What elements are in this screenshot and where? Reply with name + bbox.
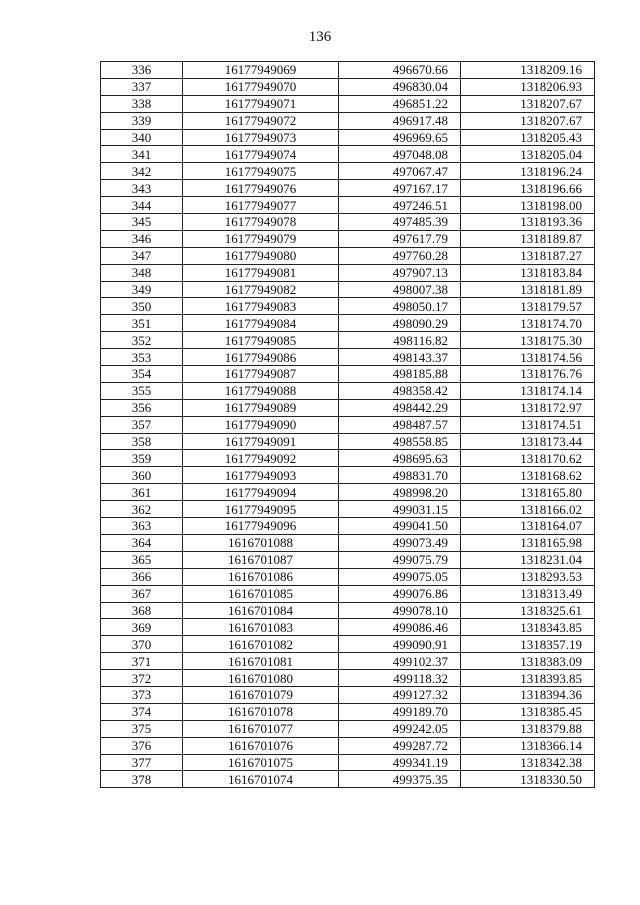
x-coordinate-cell: 499076.86 <box>339 585 461 602</box>
row-number-cell: 370 <box>101 636 183 653</box>
table-row <box>101 214 595 231</box>
row-number-cell: 348 <box>101 264 183 281</box>
y-coordinate-cell: 1318393.85 <box>461 670 595 687</box>
x-coordinate-cell: 499075.05 <box>339 568 461 585</box>
y-coordinate-cell: 1318330.50 <box>461 771 595 788</box>
row-number-cell: 366 <box>101 568 183 585</box>
point-id-cell: 16177949084 <box>183 315 339 332</box>
x-coordinate-cell: 498007.38 <box>339 281 461 298</box>
y-coordinate-cell: 1318164.07 <box>461 518 595 535</box>
y-coordinate-cell: 1318383.09 <box>461 653 595 670</box>
point-id-cell: 16177949091 <box>183 433 339 450</box>
point-id-cell: 16177949081 <box>183 264 339 281</box>
table-row <box>101 78 595 95</box>
y-coordinate-cell: 1318183.84 <box>461 264 595 281</box>
table-row <box>101 602 595 619</box>
y-coordinate-cell: 1318193.36 <box>461 214 595 231</box>
row-number-cell: 349 <box>101 281 183 298</box>
table-row <box>101 484 595 501</box>
point-id-cell: 1616701075 <box>183 754 339 771</box>
row-number-cell: 377 <box>101 754 183 771</box>
row-number-cell: 344 <box>101 197 183 214</box>
row-number-cell: 363 <box>101 518 183 535</box>
point-id-cell: 16177949082 <box>183 281 339 298</box>
table-row <box>101 197 595 214</box>
x-coordinate-cell: 498695.63 <box>339 450 461 467</box>
x-coordinate-cell: 497617.79 <box>339 230 461 247</box>
x-coordinate-cell: 498090.29 <box>339 315 461 332</box>
point-id-cell: 16177949083 <box>183 298 339 315</box>
page-number: 136 <box>308 29 332 45</box>
y-coordinate-cell: 1318206.93 <box>461 78 595 95</box>
x-coordinate-cell: 496830.04 <box>339 78 461 95</box>
point-id-cell: 16177949085 <box>183 332 339 349</box>
table-row <box>101 382 595 399</box>
point-id-cell: 16177949092 <box>183 450 339 467</box>
y-coordinate-cell: 1318174.56 <box>461 349 595 366</box>
row-number-cell: 354 <box>101 366 183 383</box>
x-coordinate-cell: 497048.08 <box>339 146 461 163</box>
y-coordinate-cell: 1318174.51 <box>461 416 595 433</box>
row-number-cell: 359 <box>101 450 183 467</box>
coordinates-table <box>100 61 595 788</box>
y-coordinate-cell: 1318173.44 <box>461 433 595 450</box>
table-row <box>101 62 595 79</box>
table-row <box>101 95 595 112</box>
row-number-cell: 378 <box>101 771 183 788</box>
y-coordinate-cell: 1318394.36 <box>461 686 595 703</box>
y-coordinate-cell: 1318176.76 <box>461 366 595 383</box>
point-id-cell: 1616701086 <box>183 568 339 585</box>
table-row <box>101 670 595 687</box>
point-id-cell: 16177949072 <box>183 112 339 129</box>
row-number-cell: 347 <box>101 247 183 264</box>
row-number-cell: 373 <box>101 686 183 703</box>
table-row <box>101 585 595 602</box>
point-id-cell: 1616701074 <box>183 771 339 788</box>
y-coordinate-cell: 1318205.43 <box>461 129 595 146</box>
x-coordinate-cell: 496969.65 <box>339 129 461 146</box>
row-number-cell: 372 <box>101 670 183 687</box>
table-row <box>101 332 595 349</box>
x-coordinate-cell: 498558.85 <box>339 433 461 450</box>
row-number-cell: 339 <box>101 112 183 129</box>
x-coordinate-cell: 497907.13 <box>339 264 461 281</box>
table-row <box>101 754 595 771</box>
table-row <box>101 771 595 788</box>
row-number-cell: 369 <box>101 619 183 636</box>
y-coordinate-cell: 1318196.24 <box>461 163 595 180</box>
row-number-cell: 343 <box>101 180 183 197</box>
y-coordinate-cell: 1318166.02 <box>461 501 595 518</box>
table-row <box>101 433 595 450</box>
x-coordinate-cell: 496917.48 <box>339 112 461 129</box>
x-coordinate-cell: 498050.17 <box>339 298 461 315</box>
y-coordinate-cell: 1318174.70 <box>461 315 595 332</box>
row-number-cell: 355 <box>101 382 183 399</box>
row-number-cell: 353 <box>101 349 183 366</box>
point-id-cell: 1616701081 <box>183 653 339 670</box>
table-row <box>101 416 595 433</box>
x-coordinate-cell: 499375.35 <box>339 771 461 788</box>
coordinates-table-body <box>101 62 595 788</box>
point-id-cell: 1616701088 <box>183 534 339 551</box>
y-coordinate-cell: 1318189.87 <box>461 230 595 247</box>
row-number-cell: 351 <box>101 315 183 332</box>
point-id-cell: 16177949095 <box>183 501 339 518</box>
y-coordinate-cell: 1318165.98 <box>461 534 595 551</box>
table-row <box>101 247 595 264</box>
point-id-cell: 1616701084 <box>183 602 339 619</box>
x-coordinate-cell: 499341.19 <box>339 754 461 771</box>
y-coordinate-cell: 1318187.27 <box>461 247 595 264</box>
x-coordinate-cell: 497485.39 <box>339 214 461 231</box>
point-id-cell: 16177949077 <box>183 197 339 214</box>
row-number-cell: 371 <box>101 653 183 670</box>
y-coordinate-cell: 1318205.04 <box>461 146 595 163</box>
row-number-cell: 361 <box>101 484 183 501</box>
y-coordinate-cell: 1318181.89 <box>461 281 595 298</box>
x-coordinate-cell: 497760.28 <box>339 247 461 264</box>
y-coordinate-cell: 1318366.14 <box>461 737 595 754</box>
point-id-cell: 16177949087 <box>183 366 339 383</box>
x-coordinate-cell: 498116.82 <box>339 332 461 349</box>
x-coordinate-cell: 498185.88 <box>339 366 461 383</box>
table-row <box>101 518 595 535</box>
table-row <box>101 230 595 247</box>
row-number-cell: 336 <box>101 62 183 79</box>
row-number-cell: 338 <box>101 95 183 112</box>
y-coordinate-cell: 1318174.14 <box>461 382 595 399</box>
x-coordinate-cell: 498998.20 <box>339 484 461 501</box>
x-coordinate-cell: 499118.32 <box>339 670 461 687</box>
point-id-cell: 1616701085 <box>183 585 339 602</box>
row-number-cell: 362 <box>101 501 183 518</box>
point-id-cell: 16177949076 <box>183 180 339 197</box>
y-coordinate-cell: 1318198.00 <box>461 197 595 214</box>
y-coordinate-cell: 1318175.30 <box>461 332 595 349</box>
y-coordinate-cell: 1318165.80 <box>461 484 595 501</box>
point-id-cell: 1616701087 <box>183 551 339 568</box>
x-coordinate-cell: 498143.37 <box>339 349 461 366</box>
table-row <box>101 686 595 703</box>
x-coordinate-cell: 497246.51 <box>339 197 461 214</box>
point-id-cell: 16177949089 <box>183 399 339 416</box>
table-row <box>101 180 595 197</box>
point-id-cell: 16177949088 <box>183 382 339 399</box>
table-row <box>101 534 595 551</box>
point-id-cell: 1616701078 <box>183 703 339 720</box>
x-coordinate-cell: 498358.42 <box>339 382 461 399</box>
x-coordinate-cell: 499090.91 <box>339 636 461 653</box>
x-coordinate-cell: 499041.50 <box>339 518 461 535</box>
point-id-cell: 16177949080 <box>183 247 339 264</box>
point-id-cell: 16177949096 <box>183 518 339 535</box>
x-coordinate-cell: 496851.22 <box>339 95 461 112</box>
y-coordinate-cell: 1318343.85 <box>461 619 595 636</box>
point-id-cell: 16177949078 <box>183 214 339 231</box>
x-coordinate-cell: 498442.29 <box>339 399 461 416</box>
x-coordinate-cell: 499078.10 <box>339 602 461 619</box>
point-id-cell: 1616701083 <box>183 619 339 636</box>
y-coordinate-cell: 1318357.19 <box>461 636 595 653</box>
row-number-cell: 375 <box>101 720 183 737</box>
point-id-cell: 16177949075 <box>183 163 339 180</box>
table-row <box>101 636 595 653</box>
table-row <box>101 619 595 636</box>
table-row <box>101 366 595 383</box>
x-coordinate-cell: 499031.15 <box>339 501 461 518</box>
table-row <box>101 720 595 737</box>
point-id-cell: 16177949074 <box>183 146 339 163</box>
point-id-cell: 16177949071 <box>183 95 339 112</box>
row-number-cell: 345 <box>101 214 183 231</box>
x-coordinate-cell: 498487.57 <box>339 416 461 433</box>
point-id-cell: 1616701080 <box>183 670 339 687</box>
row-number-cell: 346 <box>101 230 183 247</box>
row-number-cell: 342 <box>101 163 183 180</box>
table-row <box>101 298 595 315</box>
y-coordinate-cell: 1318313.49 <box>461 585 595 602</box>
x-coordinate-cell: 499075.79 <box>339 551 461 568</box>
y-coordinate-cell: 1318168.62 <box>461 467 595 484</box>
table-row <box>101 501 595 518</box>
row-number-cell: 368 <box>101 602 183 619</box>
row-number-cell: 367 <box>101 585 183 602</box>
x-coordinate-cell: 497067.47 <box>339 163 461 180</box>
point-id-cell: 16177949094 <box>183 484 339 501</box>
x-coordinate-cell: 499242.05 <box>339 720 461 737</box>
point-id-cell: 1616701079 <box>183 686 339 703</box>
table-row <box>101 163 595 180</box>
x-coordinate-cell: 499086.46 <box>339 619 461 636</box>
point-id-cell: 16177949086 <box>183 349 339 366</box>
row-number-cell: 360 <box>101 467 183 484</box>
point-id-cell: 16177949073 <box>183 129 339 146</box>
row-number-cell: 374 <box>101 703 183 720</box>
x-coordinate-cell: 499073.49 <box>339 534 461 551</box>
y-coordinate-cell: 1318209.16 <box>461 62 595 79</box>
x-coordinate-cell: 499102.37 <box>339 653 461 670</box>
y-coordinate-cell: 1318196.66 <box>461 180 595 197</box>
point-id-cell: 16177949069 <box>183 62 339 79</box>
row-number-cell: 376 <box>101 737 183 754</box>
point-id-cell: 16177949079 <box>183 230 339 247</box>
table-row <box>101 112 595 129</box>
y-coordinate-cell: 1318179.57 <box>461 298 595 315</box>
row-number-cell: 352 <box>101 332 183 349</box>
table-row <box>101 450 595 467</box>
y-coordinate-cell: 1318325.61 <box>461 602 595 619</box>
row-number-cell: 350 <box>101 298 183 315</box>
x-coordinate-cell: 496670.66 <box>339 62 461 79</box>
y-coordinate-cell: 1318172.97 <box>461 399 595 416</box>
row-number-cell: 341 <box>101 146 183 163</box>
table-row <box>101 281 595 298</box>
row-number-cell: 356 <box>101 399 183 416</box>
x-coordinate-cell: 499189.70 <box>339 703 461 720</box>
point-id-cell: 16177949090 <box>183 416 339 433</box>
table-row <box>101 551 595 568</box>
row-number-cell: 365 <box>101 551 183 568</box>
table-row <box>101 146 595 163</box>
table-row <box>101 315 595 332</box>
row-number-cell: 358 <box>101 433 183 450</box>
y-coordinate-cell: 1318293.53 <box>461 568 595 585</box>
y-coordinate-cell: 1318207.67 <box>461 112 595 129</box>
point-id-cell: 1616701077 <box>183 720 339 737</box>
x-coordinate-cell: 499127.32 <box>339 686 461 703</box>
y-coordinate-cell: 1318231.04 <box>461 551 595 568</box>
y-coordinate-cell: 1318170.62 <box>461 450 595 467</box>
table-row <box>101 653 595 670</box>
point-id-cell: 16177949070 <box>183 78 339 95</box>
table-row <box>101 568 595 585</box>
table-row <box>101 129 595 146</box>
row-number-cell: 357 <box>101 416 183 433</box>
y-coordinate-cell: 1318342.38 <box>461 754 595 771</box>
x-coordinate-cell: 497167.17 <box>339 180 461 197</box>
table-row <box>101 264 595 281</box>
table-row <box>101 399 595 416</box>
y-coordinate-cell: 1318379.88 <box>461 720 595 737</box>
y-coordinate-cell: 1318207.67 <box>461 95 595 112</box>
table-row <box>101 703 595 720</box>
y-coordinate-cell: 1318385.45 <box>461 703 595 720</box>
x-coordinate-cell: 499287.72 <box>339 737 461 754</box>
row-number-cell: 364 <box>101 534 183 551</box>
x-coordinate-cell: 498831.70 <box>339 467 461 484</box>
row-number-cell: 337 <box>101 78 183 95</box>
table-row <box>101 737 595 754</box>
point-id-cell: 1616701076 <box>183 737 339 754</box>
table-row <box>101 349 595 366</box>
point-id-cell: 16177949093 <box>183 467 339 484</box>
table-row <box>101 467 595 484</box>
point-id-cell: 1616701082 <box>183 636 339 653</box>
row-number-cell: 340 <box>101 129 183 146</box>
